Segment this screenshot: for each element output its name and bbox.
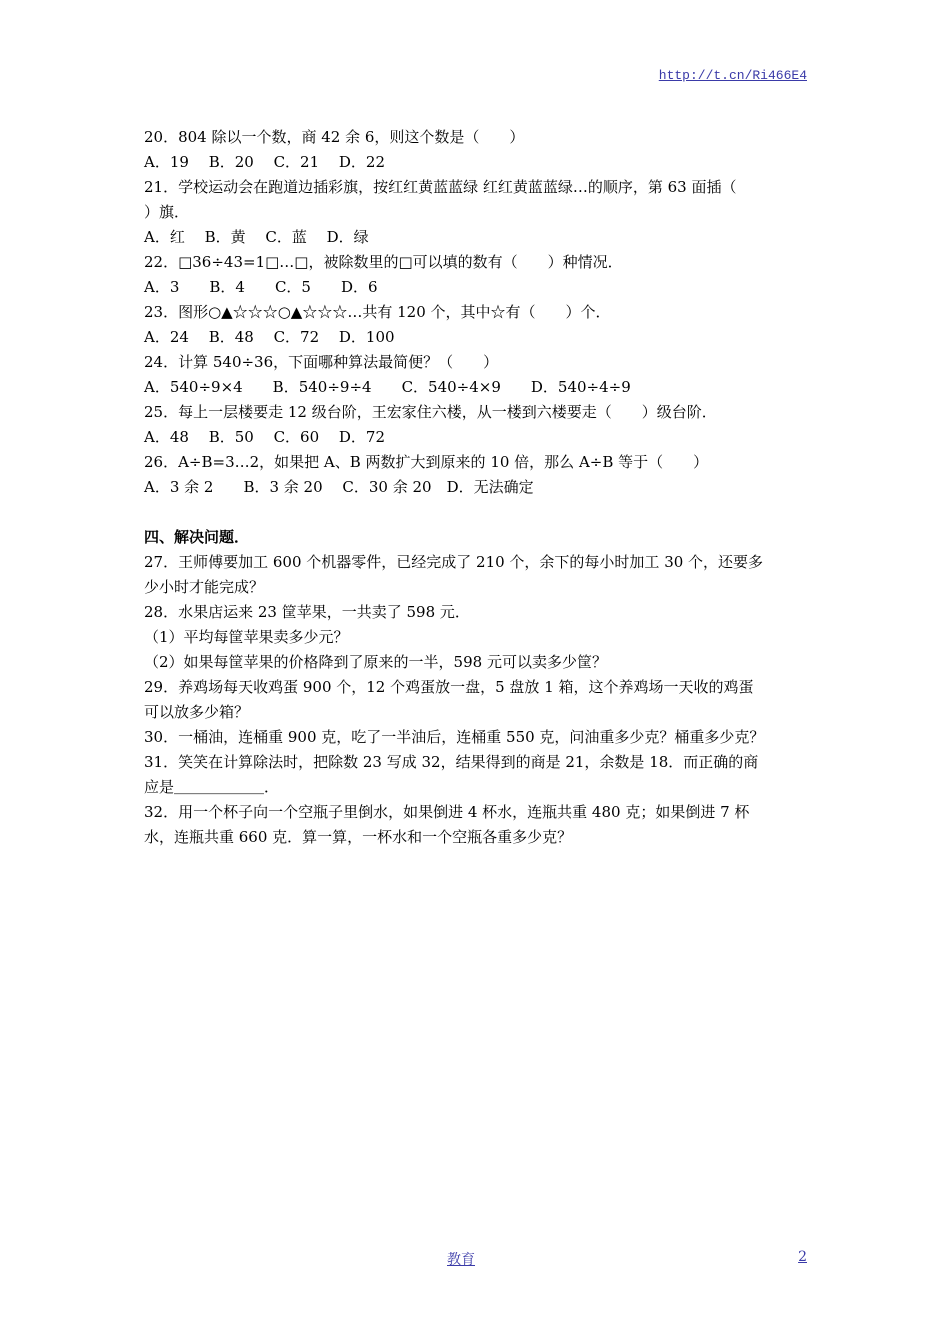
footer-link[interactable]: 教育: [447, 1252, 475, 1268]
question-21: 21．学校运动会在跑道边插彩旗，按红红黄蓝蓝绿 红红黄蓝蓝绿…的顺序，第 63 面插（: [144, 178, 737, 196]
question-21-options: A．红 B．黄 C．蓝 D．绿: [144, 228, 369, 246]
question-28: 28．水果店运来 23 筐苹果，一共卖了 598 元．: [144, 603, 470, 621]
question-23: 23．图形○▲☆☆☆○▲☆☆☆…共有 120 个，其中☆有（ ）个．: [144, 303, 611, 321]
question-32: 32．用一个杯子向一个空瓶子里倒水，如果倒进 4 杯水，连瓶共重 480 克；如果倒进 7 杯: [144, 803, 750, 821]
question-29-continued: 可以放多少箱？: [144, 703, 250, 721]
question-24-options: A．540÷9×4 B．540÷9÷4 C．540÷4×9 D．540÷4÷9: [144, 378, 631, 396]
question-28-part-1: （1）平均每筐苹果卖多少元？: [144, 628, 349, 646]
page-number[interactable]: 2: [798, 1249, 807, 1265]
section-title: 四、解决问题．: [144, 528, 250, 546]
question-29: 29．养鸡场每天收鸡蛋 900 个，12 个鸡蛋放一盘，5 盘放 1 箱，这个养鸡场一天收的鸡蛋: [144, 678, 754, 696]
question-20: 20．804 除以一个数，商 42 余 6，则这个数是（ ）: [144, 128, 525, 146]
question-31: 31．笑笑在计算除法时，把除数 23 写成 32，结果得到的商是 21，余数是 18．而正确的商: [144, 753, 759, 771]
question-31-continued: 应是＿＿＿＿＿＿．: [144, 778, 280, 796]
question-23-options: A．24 B．48 C．72 D．100: [144, 328, 395, 346]
question-21-continued: ）旗．: [144, 203, 190, 221]
question-25-options: A．48 B．50 C．60 D．72: [144, 428, 386, 446]
question-26-options: A．3 余 2 B．3 余 20 C．30 余 20 D．无法确定: [144, 478, 534, 496]
question-30: 30．一桶油，连桶重 900 克，吃了一半油后，连桶重 550 克，问油重多少克？桶重多少克？: [144, 728, 765, 746]
question-25: 25．每上一层楼要走 12 级台阶，王宏家住六楼，从一楼到六楼要走（ ）级台阶．: [144, 403, 717, 421]
document-body: [144, 125, 809, 850]
question-22: 22．□36÷43=1□…□，被除数里的□可以填的数有（ ）种情况．: [144, 253, 623, 271]
question-20-options: A．19 B．20 C．21 D．22: [144, 153, 386, 171]
question-24: 24．计算 540÷36，下面哪种算法最简便？（ ）: [144, 353, 499, 371]
header-url-link[interactable]: http://t.cn/Ri466E4: [658, 68, 807, 83]
question-28-part-2: （2）如果每筐苹果的价格降到了原来的一半，598 元可以卖多少筐？: [144, 653, 607, 671]
question-27: 27．王师傅要加工 600 个机器零件，已经完成了 210 个，余下的每小时加工 30 个，还要多: [144, 553, 764, 571]
question-22-options: A．3 B．4 C．5 D．6: [144, 278, 378, 296]
question-32-continued: 水，连瓶共重 660 克．算一算，一杯水和一个空瓶各重多少克？: [144, 828, 573, 846]
question-26: 26．A÷B=3…2，如果把 A、B 两数扩大到原来的 10 倍，那么 A÷B 等于（ ）: [144, 453, 709, 471]
question-27-continued: 少小时才能完成？: [144, 578, 265, 596]
